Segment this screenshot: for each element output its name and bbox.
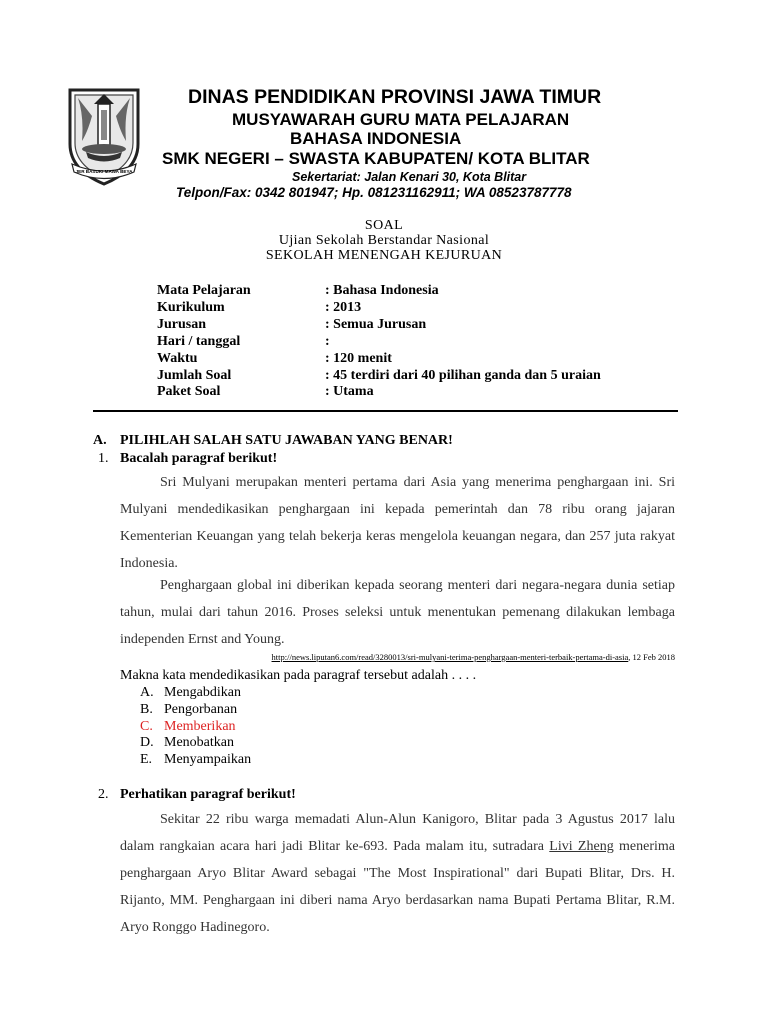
letterhead-organization: MUSYAWARAH GURU MATA PELAJARAN [232,110,570,129]
meta-label: Jurusan [157,317,207,332]
meta-row-package [157,384,374,400]
question-2-instruction: Perhatikan paragraf berikut! [120,787,296,802]
meta-row-subject [157,283,439,299]
source-link[interactable]: http://news.liputan6.com/read/3280013/sri-mulyani-terima-penghargaan-menteri-terbaik-pertama-di-asia [271,652,629,662]
paragraph-text: menerima penghargaan Aryo Blitar Award sebagai "The Most Inspirational" dari Bupati Blitar, Drs. H. Rijanto, MM. Penghargaan ini diberi nama Aryo berdasarkan nama Bupati Pertama Blitar, R.M. Aryo Ronggo Hadinegoro. [120,839,675,935]
meta-label: Kurikulum [157,300,225,315]
option-key: A. [140,685,154,700]
question-1-paragraph-2: Penghargaan global ini diberikan kepada seorang menteri dari negara-negara dunia setiap tahun, mulai dari tahun 2016. Proses seleksi untuk menentukan pemenang dilakukan lembaga independen Ernst and Young. [120,578,675,647]
question-1-instruction: Bacalah paragraf berikut! [120,451,278,466]
meta-row-major [157,317,427,333]
option-key: D. [140,735,154,750]
logo-motto: JER BASUKI MAWA BEYA [75,169,133,174]
letterhead-agency: DINAS PENDIDIKAN PROVINSI JAWA TIMUR [188,86,602,108]
name-link[interactable]: Livi Zheng [549,839,614,854]
meta-value: : 120 menit [325,351,392,366]
question-1-paragraph-1: Sri Mulyani merupakan menteri pertama dari Asia yang menerima penghargaan ini. Sri Mulyani mendedikasikan penghargaan ini kepada pemerintah dan 78 ribu orang jajaran Kementerian Keuangan yang telah bekerja keras mengelola keuangan negara, dan 257 juta rakyat Indonesia. [120,475,675,571]
option-d [140,735,234,751]
letterhead-schools: SMK NEGERI – SWASTA KABUPATEN/ KOTA BLITAR [162,149,590,168]
option-e [140,752,251,768]
meta-value: : Semua Jurusan [325,317,427,332]
letterhead-subject: BAHASA INDONESIA [290,129,462,148]
option-key: B. [140,702,153,717]
meta-label: Hari / tanggal [157,334,241,349]
letterhead-address: Sekertariat: Jalan Kenari 30, Kota Blitar [292,170,527,184]
section-title: PILIHLAH SALAH SATU JAWABAN YANG BENAR! [120,433,453,448]
option-text: Memberikan [164,719,236,734]
meta-label: Jumlah Soal [157,368,232,383]
question-1-prompt: Makna kata mendedikasikan pada paragraf tersebut adalah . . . . [120,668,477,683]
option-text: Menobatkan [164,735,234,750]
letterhead-contact: Telpon/Fax: 0342 801947; Hp. 081231162911; WA 08523787778 [176,185,572,200]
source-date: , 12 Feb 2018 [628,652,675,662]
meta-value: : Utama [325,384,374,399]
question-2-number: 2. [98,787,109,802]
meta-row-time [157,351,392,367]
option-key: C. [140,719,153,734]
jawa-timur-emblem-icon [64,86,144,186]
section-a-heading [93,433,453,449]
meta-value: : Bahasa Indonesia [325,283,439,298]
question-1-number: 1. [98,451,109,466]
meta-row-question-count [157,368,601,384]
option-key: E. [140,752,153,767]
question-2-paragraph [120,806,675,941]
meta-value: : [325,334,330,349]
doc-title-soal: SOAL [364,218,404,233]
header-divider [93,410,678,412]
meta-row-date [157,334,330,350]
meta-label: Mata Pelajaran [157,283,251,298]
question-1-source [185,652,675,662]
meta-value: : 45 terdiri dari 40 pilihan ganda dan 5 uraian [325,368,601,383]
meta-label: Waktu [157,351,198,366]
doc-title-exam: Ujian Sekolah Berstandar Nasional [278,233,490,248]
meta-label: Paket Soal [157,384,221,399]
option-c-correct [140,719,236,735]
option-b [140,702,237,718]
doc-title-school: SEKOLAH MENENGAH KEJURUAN [265,248,503,263]
meta-row-curriculum [157,300,362,316]
option-text: Pengorbanan [164,702,238,717]
section-letter: A. [93,433,107,448]
option-text: Menyampaikan [164,752,252,767]
option-text: Mengabdikan [164,685,241,700]
paragraph-text: Sekitar 22 ribu warga memadati Alun-Alun Kanigoro, Blitar pada 3 Agustus 2017 lalu dalam rangkaian acara hari jadi Blitar ke-693. Pada malam itu, sutradara [120,812,675,854]
option-a [140,685,241,701]
meta-value: : 2013 [325,300,362,315]
